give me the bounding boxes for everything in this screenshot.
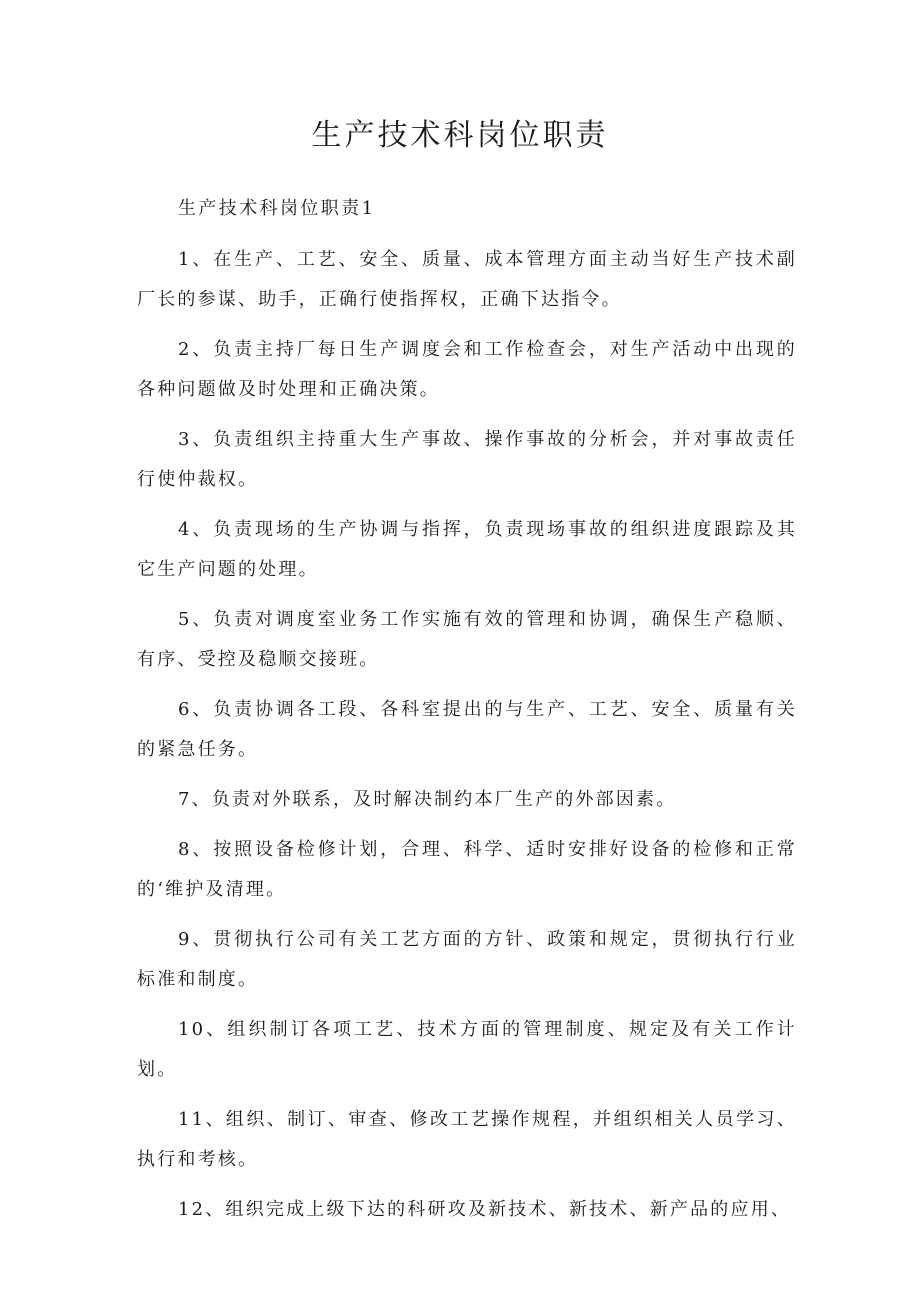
duty-item-9: 9、贯彻执行公司有关工艺方面的方针、政策和规定，贯彻执行行业标准和制度。	[137, 929, 797, 990]
document-title: 生产技术科岗位职责	[311, 118, 609, 153]
duty-item-5: 5、负责对调度室业务工作实施有效的管理和协调，确保生产稳顺、有序、受控及稳顺交接班。	[137, 609, 797, 670]
duty-item-6: 6、负责协调各工段、各科室提出的与生产、工艺、安全、质量有关的紧急任务。	[137, 699, 797, 760]
duty-item-2: 2、负责主持厂每日生产调度会和工作检查会，对生产活动中出现的各种问题做及时处理和正确决策。	[137, 339, 797, 400]
duty-item-11: 11、组织、制订、审查、修改工艺操作规程，并组织相关人员学习、执行和考核。	[137, 1109, 797, 1170]
duty-item-10: 10、组织制订各项工艺、技术方面的管理制度、规定及有关工作计划。	[137, 1019, 797, 1080]
section-heading: 生产技术科岗位职责1	[178, 198, 376, 219]
duty-item-12: 12、组织完成上级下达的科研攻及新技术、新技术、新产品的应用、	[178, 1199, 792, 1220]
duty-item-3: 3、负责组织主持重大生产事故、操作事故的分析会，并对事故责任行使仲裁权。	[137, 429, 797, 490]
duty-item-4: 4、负责现场的生产协调与指挥，负责现场事故的组织进度跟踪及其它生产问题的处理。	[137, 519, 797, 580]
duty-item-1: 1、在生产、工艺、安全、质量、成本管理方面主动当好生产技术副厂长的参谋、助手，正确行使指挥权，正确下达指令。	[137, 249, 797, 310]
duty-item-7: 7、负责对外联系，及时解决制约本厂生产的外部因素。	[178, 789, 677, 810]
duty-item-8: 8、按照设备检修计划，合理、科学、适时安排好设备的检修和正常的‘维护及清理。	[137, 839, 797, 900]
duty-list	[137, 240, 797, 1240]
